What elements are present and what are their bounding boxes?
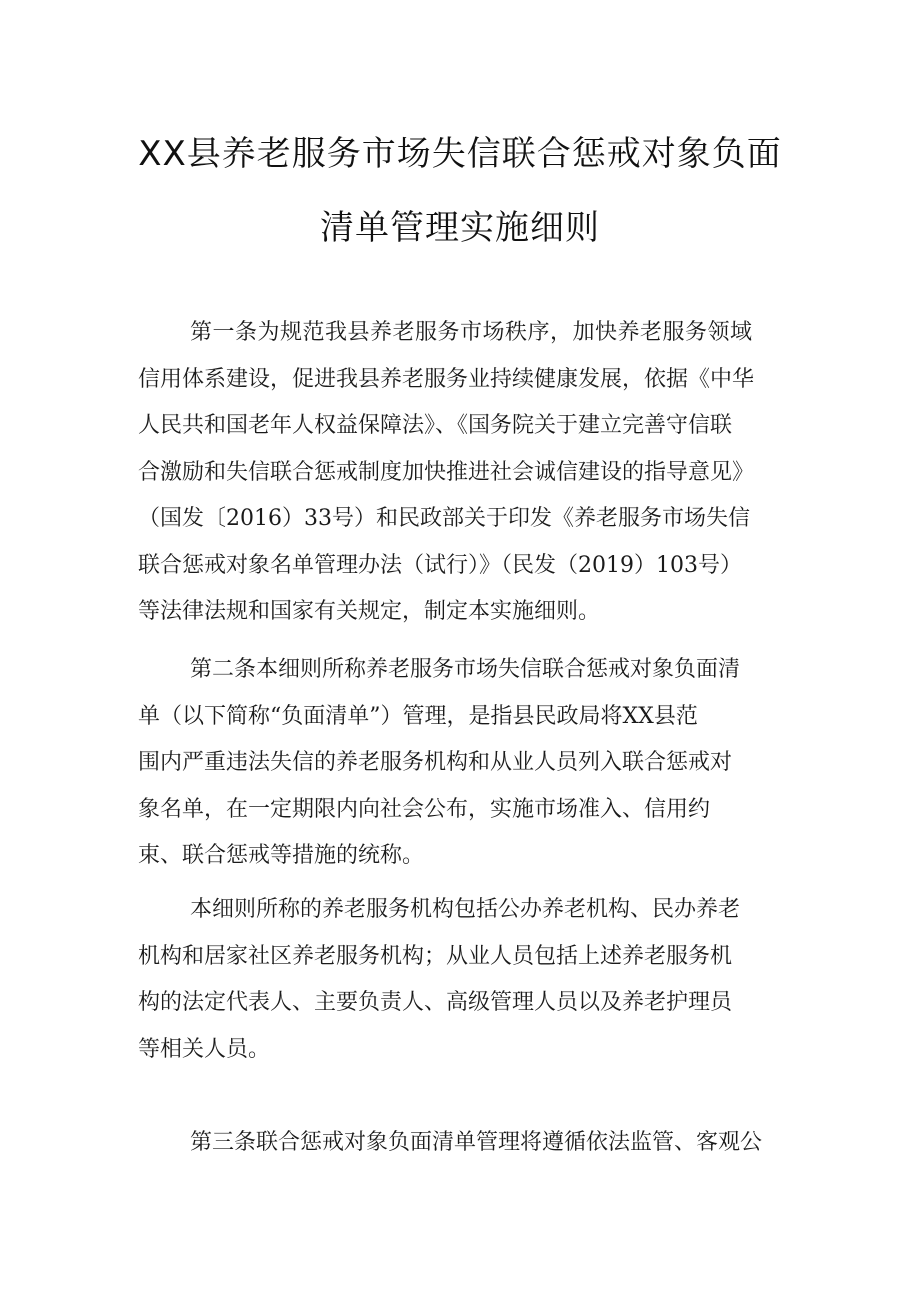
paragraph-line: 第三条联合惩戒对象负面清单管理将遵循依法监管、客观公 [190,1130,763,1155]
paragraph-line: 等法律法规和国家有关规定，制定本实施细则。 [138,599,601,624]
article-1-paragraph [138,310,798,636]
paragraph-line: 第一条为规范我县养老服务市场秩序，加快养老服务领域 [190,320,753,345]
paragraph-line: 信用体系建设，促进我县养老服务业持续健康发展，依据《中华 [138,366,755,392]
paragraph-line: 机构和居家社区养老服务机构；从业人员包括上述养老服务机 [138,943,733,969]
paragraph-line: 等相关人员。 [138,1036,271,1062]
paragraph-line: 本细则所称的养老服务机构包括公办养老机构、民办养老 [190,897,741,922]
document-title-line-1: XX县养老服务市场失信联合惩戒对象负面 [138,134,782,174]
paragraph-line: 围内严重违法失信的养老服务机构和从业人员列入联合惩戒对 [138,750,733,775]
document-title-line-2: 清单管理实施细则 [320,208,600,248]
article-2-subparagraph [138,887,798,1073]
paragraph-line: （国发〔2016）33号）和民政部关于印发《养老服务市场失信 [138,506,750,531]
article-3-paragraph [138,1120,798,1167]
paragraph-line: 构的法定代表人、主要负责人、高级管理人员以及养老护理员 [138,990,733,1015]
article-2-paragraph [138,647,798,880]
paragraph-line: 象名单，在一定期限内向社会公布，实施市场准入、信用约 [138,796,711,822]
paragraph-line: 人民共和国老年人权益保障法》、《国务院关于建立完善守信联 [138,413,733,438]
paragraph-line: 束、联合惩戒等措施的统称。 [138,843,425,868]
paragraph-line: 单（以下简称“负面清单”）管理，是指县民政局将XX县范 [138,703,698,729]
paragraph-line: 联合惩戒对象名单管理办法（试行）》（民发（2019）103号） [138,552,742,578]
paragraph-line: 第二条本细则所称养老服务市场失信联合惩戒对象负面清 [190,657,741,682]
paragraph-line: 合激励和失信联合惩戒制度加快推进社会诚信建设的指导意见》 [138,459,755,485]
